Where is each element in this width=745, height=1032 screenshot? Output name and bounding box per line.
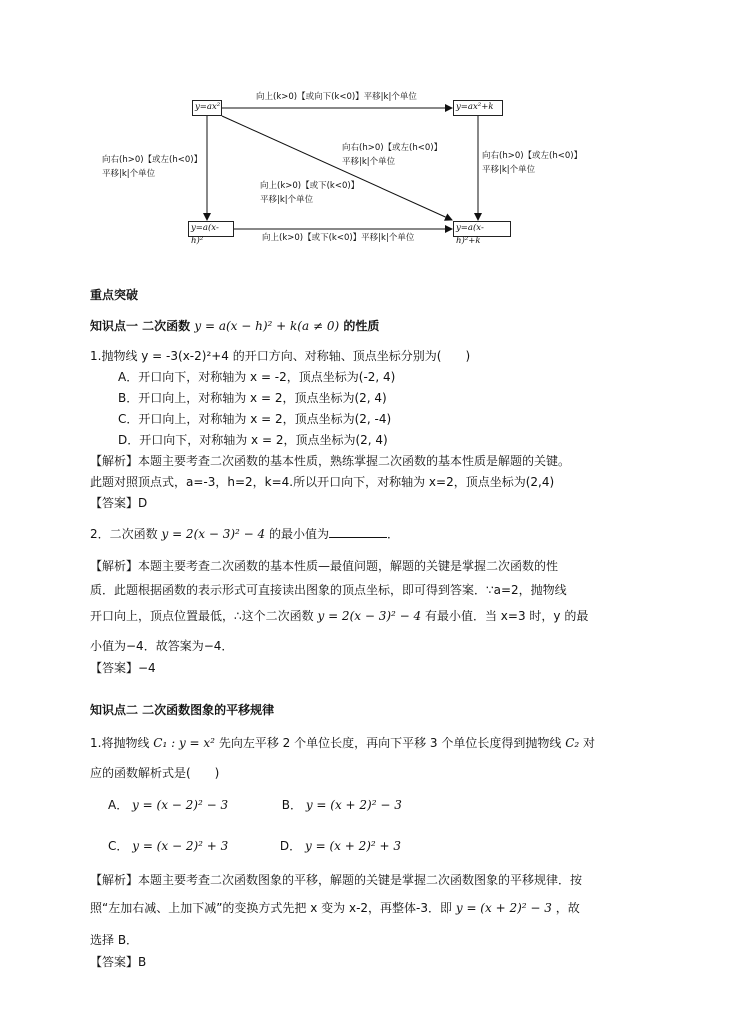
- kp2-options-row-1: [108, 795, 402, 815]
- arrow-diagonal: [222, 116, 452, 220]
- kp1-q2-answer: 【答案】−4: [90, 661, 156, 675]
- kp2-option-c: y = (x − 2)² + 3: [132, 839, 229, 853]
- kp2-analysis-line-2: [90, 898, 580, 918]
- kp1-heading: [90, 316, 379, 336]
- label-middle-2: 平移|k|个单位: [260, 195, 314, 205]
- box-bottom-left: y=a(x-h)²: [188, 221, 234, 237]
- kp1-q2-analysis-3b: 有最小值．当 x=3 时，y 的最: [424, 609, 589, 623]
- translation-diagram: [0, 0, 745, 270]
- kp1-q2-analysis-formula: y = 2(x − 3)² − 4: [317, 609, 422, 623]
- label-right-1: 向右(h>0)【或左(h<0)】: [482, 151, 583, 161]
- kp2-q1-line1d: 对: [583, 736, 596, 750]
- kp2-q1-line1b: 先向左平移 2 个单位长度，再向下平移 3 个单位长度得到抛物线: [218, 736, 562, 750]
- box-bottom-right: y=a(x-h)²+k: [453, 221, 511, 237]
- kp1-q1-answer: 【答案】D: [90, 496, 148, 510]
- kp2-q1-line1a: 1.将抛物线: [90, 736, 150, 750]
- label-left-2: 平移|k|个单位: [102, 169, 156, 179]
- kp1-heading-formula: y = a(x − h)² + k(a ≠ 0): [194, 319, 340, 333]
- box-top-left: y=ax²: [192, 100, 222, 116]
- kp2-option-d-label: D．: [279, 839, 302, 853]
- kp2-analysis-line-1: 【解析】本题主要考查二次函数图象的平移，解题的关键是掌握二次函数图象的平移规律．按: [90, 873, 583, 887]
- label-top: 向上(k>0)【或向下(k<0)】平移|k|个单位: [256, 92, 417, 102]
- answer-blank: [329, 525, 387, 538]
- kp2-option-a-label: A．: [108, 798, 129, 812]
- kp2-option-b: y = (x + 2)² − 3: [305, 798, 402, 812]
- label-diagonal-1: 向右(h>0)【或左(h<0)】: [342, 143, 443, 153]
- kp2-analysis-line-3: 选择 B．: [90, 933, 139, 947]
- section-title: 重点突破: [90, 288, 139, 302]
- kp2-options-row-2: [108, 836, 401, 856]
- kp2-analysis-2b: ，故: [555, 901, 580, 915]
- kp2-answer: 【答案】B: [90, 955, 147, 969]
- kp2-q1-formula-c1: C₁ : y = x²: [153, 736, 215, 750]
- box-top-right: y=ax²+k: [453, 100, 503, 116]
- kp1-q1-option-d: D．开口向下，对称轴为 x = 2，顶点坐标为(2, 4): [118, 433, 388, 447]
- kp2-analysis-formula: y = (x + 2)² − 3: [455, 901, 552, 915]
- kp1-q1-option-b: B．开口向上，对称轴为 x = 2，顶点坐标为(2, 4): [118, 391, 387, 405]
- kp2-question-1-line-1: [90, 733, 595, 753]
- label-middle-1: 向上(k>0)【或下(k<0)】: [260, 181, 360, 191]
- kp1-q2-suffix: 的最小值为: [268, 527, 329, 541]
- kp1-q2-analysis-3a: 开口向上，顶点位置最低，∴这个二次函数: [90, 609, 314, 623]
- kp2-option-a: y = (x − 2)² − 3: [132, 798, 229, 812]
- kp2-option-c-label: C．: [108, 839, 129, 853]
- kp1-q1-analysis-line-2: 此题对照顶点式，a=-3，h=2，k=4.所以开口向下，对称轴为 x=2，顶点坐标为(2,4): [90, 475, 555, 489]
- kp1-q2-formula: y = 2(x − 3)² − 4: [161, 527, 266, 541]
- kp2-q1-formula-c2: C₂: [565, 736, 580, 750]
- kp1-q2-analysis-line-4: 小值为−4．故答案为−4．: [90, 639, 234, 653]
- kp1-q1-option-c: C．开口向上，对称轴为 x = 2，顶点坐标为(2, -4): [118, 412, 392, 426]
- kp1-q2-analysis-line-3: [90, 606, 588, 626]
- kp1-q2-prefix: 2．二次函数: [90, 527, 158, 541]
- label-diagonal-2: 平移|k|个单位: [342, 157, 396, 167]
- kp2-option-d: y = (x + 2)² + 3: [305, 839, 402, 853]
- kp1-question-2: 2．二次函数 y = 2(x − 3)² − 4 的最小值为 ．: [90, 527, 400, 541]
- kp2-heading: 知识点二 二次函数图象的平移规律: [90, 703, 275, 717]
- kp2-analysis-2a: 照“左加右减、上加下减”的变换方式先把 x 变为 x-2，再整体-3．即: [90, 901, 453, 915]
- kp1-question-1: 1.抛物线 y = -3(x-2)²+4 的开口方向、对称轴、顶点坐标分别为( ): [90, 349, 471, 363]
- kp1-q2-analysis-line-1: 【解析】本题主要考查二次函数的基本性质—最值问题，解题的关键是掌握二次函数的性: [90, 559, 559, 573]
- kp1-q1-option-a: A．开口向下，对称轴为 x = -2，顶点坐标为(-2, 4): [118, 370, 396, 384]
- label-right-2: 平移|k|个单位: [482, 165, 536, 175]
- label-left-1: 向右(h>0)【或左(h<0)】: [102, 155, 203, 165]
- kp1-heading-suffix: 的性质: [343, 319, 380, 333]
- kp2-question-1-line-2: 应的函数解析式是( ): [90, 766, 220, 780]
- kp2-option-b-label: B．: [281, 798, 302, 812]
- diagram-arrows: [0, 0, 745, 270]
- kp1-heading-prefix: 知识点一 二次函数: [90, 319, 191, 333]
- kp1-q1-analysis-line-1: 【解析】本题主要考查二次函数的基本性质，熟练掌握二次函数的基本性质是解题的关键。: [90, 454, 571, 468]
- kp1-q2-analysis-line-2: 质．此题根据函数的表示形式可直接读出图象的顶点坐标，即可得到答案．∵a=2，抛物线: [90, 583, 567, 597]
- label-bottom: 向上(k>0)【或下(k<0)】平移|k|个单位: [262, 233, 415, 243]
